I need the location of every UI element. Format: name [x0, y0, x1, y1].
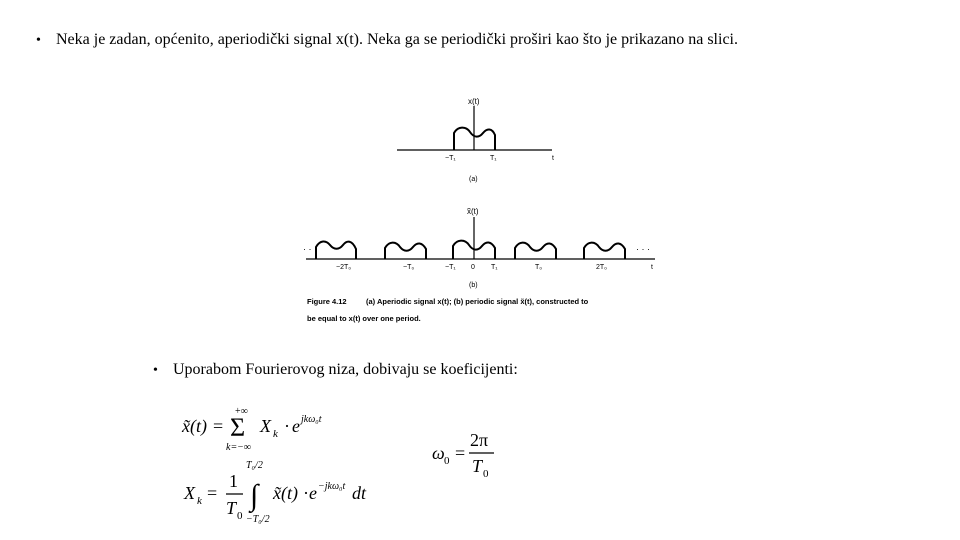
panel-a-tick-t1: T₁ [490, 155, 497, 162]
series-lhs: x̃(t) [182, 416, 207, 436]
series-sigma: Σ [230, 413, 246, 442]
panel-b-tick-neg-2t0: −2T₀ [336, 264, 352, 271]
panel-b-t-label: t [651, 264, 653, 271]
series-exp-base: e [292, 416, 300, 436]
series-coef-sub: k [273, 428, 278, 440]
coef-differential: dt [352, 483, 367, 503]
coef-equals: = [207, 483, 218, 503]
bullet-symbol: • [36, 33, 41, 48]
omega-lhs-sub: 0 [444, 455, 450, 467]
panel-b-ellipsis-left: · · · [303, 244, 317, 254]
coef-integral: ∫ [250, 479, 259, 512]
coef-numerator: 1 [229, 471, 238, 491]
coef-integrand: x̃(t) [273, 483, 298, 503]
omega-denominator: T [472, 456, 483, 476]
panel-b-caption: (b) [469, 282, 478, 289]
series-equals: = [213, 416, 224, 436]
coef-lhs-sub: k [197, 495, 202, 507]
bullet-text: Uporabom Fourierovog niza, dobivaju se koeficijenti: [173, 361, 518, 378]
bullet-text: Neka je zadan, općenito, aperiodički signal x(t). Neka ga se periodički proširi kao što je prikazano na slici. [56, 31, 738, 48]
series-dot: · [284, 416, 290, 436]
omega-equals: = [455, 443, 466, 463]
figure-caption-line1: (a) Aperiodic signal x(t); (b) periodic signal x̃(t), constructed to [366, 297, 589, 306]
figure-caption-line2: be equal to x(t) over one period. [307, 314, 421, 323]
coef-int-lower: −T₀/2 [246, 514, 270, 525]
coef-lhs: X [184, 483, 195, 503]
series-sum-lower: k=−∞ [226, 442, 252, 453]
series-coef: X [260, 416, 271, 436]
coef-exponent: −jkω₀t [318, 481, 346, 492]
panel-b-y-label: x̃(t) [467, 207, 479, 216]
panel-b-ellipsis-right: · · · [636, 244, 650, 254]
panel-b-tick-t0: T₀ [535, 264, 543, 271]
omega-lhs: ω [432, 443, 445, 463]
panel-b-tick-t1: T₁ [491, 264, 498, 271]
panel-a-tick-neg-t1: −T₁ [445, 155, 456, 162]
panel-a-y-label: x(t) [468, 97, 480, 106]
formula-fourier-series [181, 406, 322, 453]
coef-exp-base: e [309, 483, 317, 503]
panel-b-tick-2t0: 2T₀ [596, 264, 608, 271]
series-sum-upper: +∞ [235, 406, 248, 417]
panel-a-t-label: t [552, 155, 554, 162]
panel-b-tick-neg-t1: −T₁ [445, 264, 456, 271]
panel-a-caption: (a) [469, 176, 478, 183]
formula-omega [432, 430, 494, 480]
omega-numerator: 2π [470, 430, 489, 450]
coef-int-upper: T₀/2 [246, 460, 263, 471]
omega-denominator-sub: 0 [483, 468, 489, 480]
panel-b-tick-neg-t0: −T₀ [403, 264, 415, 271]
series-exponent: jkω₀t [301, 414, 322, 425]
coef-denominator: T [226, 498, 237, 518]
formula-coefficient [183, 460, 367, 525]
coef-dot: · [303, 483, 309, 503]
panel-b-tick-zero: 0 [471, 264, 475, 271]
coef-denominator-sub: 0 [237, 510, 243, 522]
figure-caption-label: Figure 4.12 [307, 297, 347, 306]
bullet-symbol: • [153, 363, 158, 378]
